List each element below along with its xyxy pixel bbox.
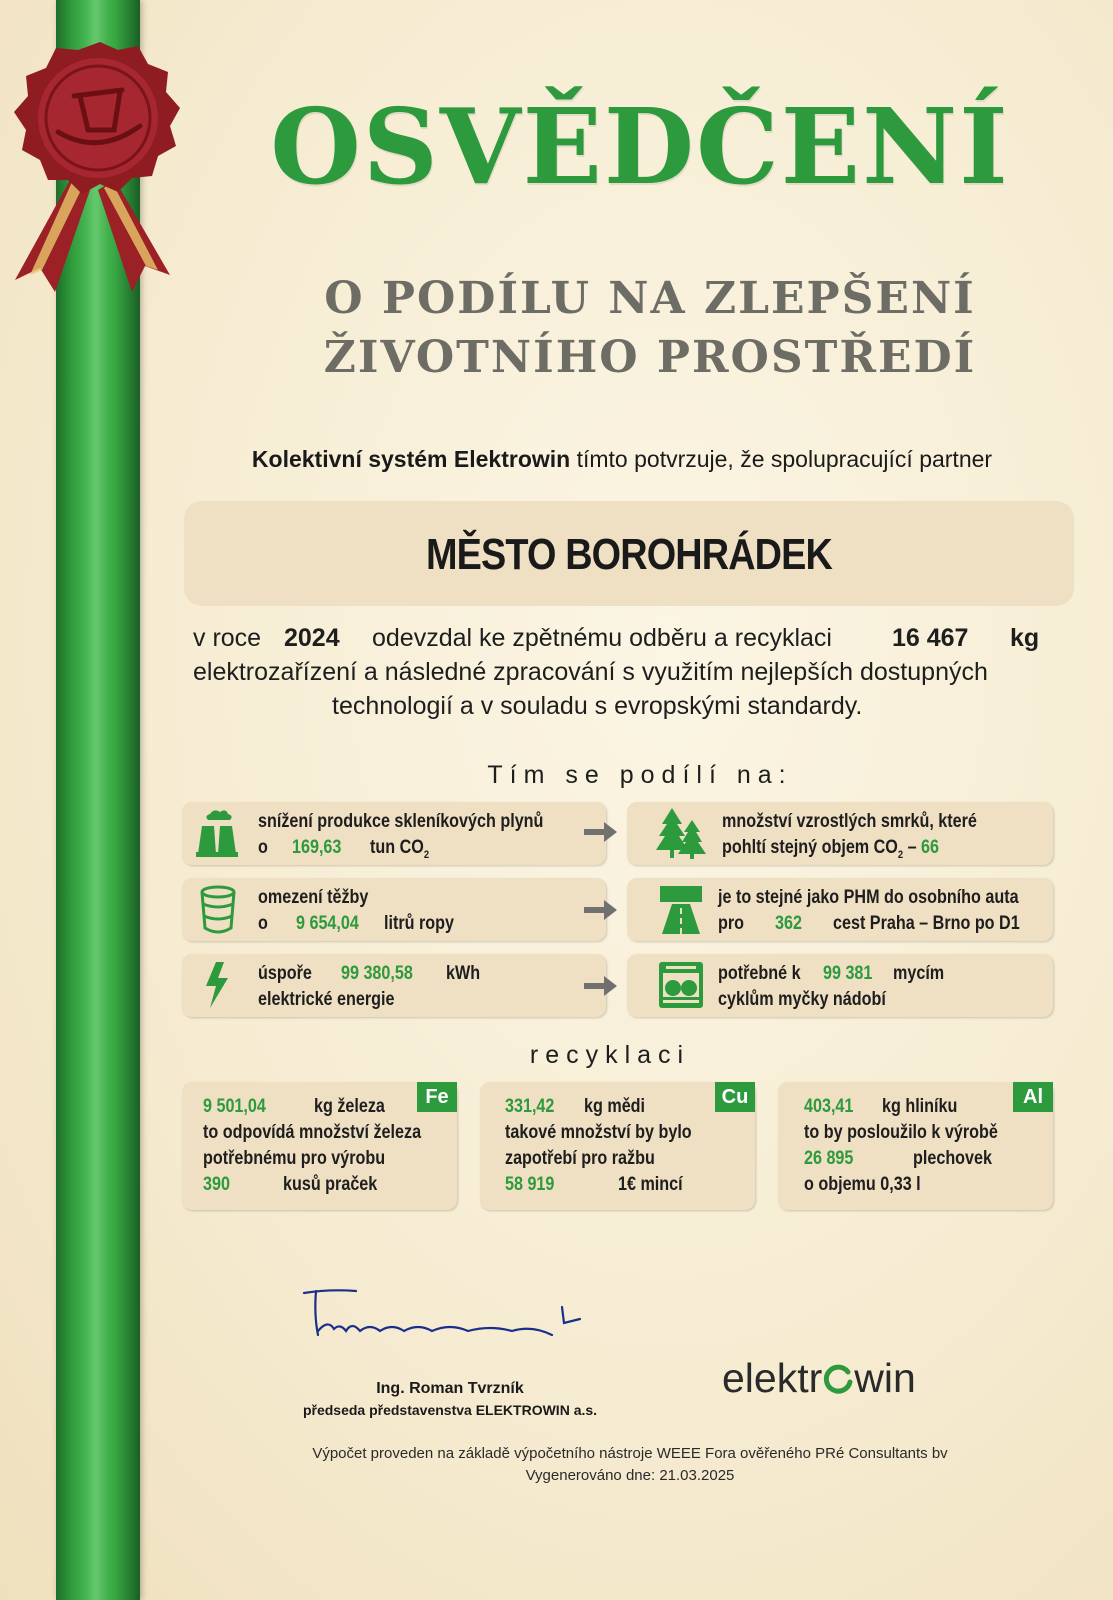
ghg-line1: snížení produkce skleníkových plynů <box>258 811 544 832</box>
elektrowin-logo <box>722 1355 916 1402</box>
trees-value: 66 <box>921 837 940 858</box>
aluminium-line2: to by posloužilo k výrobě <box>804 1122 998 1143</box>
iron-unit: kg železa <box>314 1096 385 1117</box>
trees-line2-text: pohltí stejný objem CO <box>722 837 898 858</box>
copper-tag: Cu <box>715 1082 755 1112</box>
partner-name: MĚSTO BOROHRÁDEK <box>425 530 833 579</box>
logo-o-icon <box>822 1364 854 1396</box>
aluminium-value: 403,41 <box>804 1096 854 1117</box>
fuel-value: 362 <box>775 913 802 934</box>
dish-prefix: potřebné k <box>718 963 801 984</box>
arrow-right-icon <box>584 899 618 921</box>
fuel-prefix: pro <box>718 913 745 934</box>
generated-date: 21.03.2025 <box>659 1467 735 1484</box>
logo-text-part2: win <box>854 1355 916 1401</box>
copper-value: 331,42 <box>505 1096 555 1117</box>
intro-rest: tímto potvrzuje, že spolupracující partner <box>570 446 993 472</box>
factory-icon <box>192 808 240 858</box>
dish-suffix: mycím <box>893 963 945 984</box>
trees-dash: – <box>903 837 922 858</box>
aluminium-tag: Al <box>1013 1082 1053 1112</box>
ghg-unit-text: tun CO <box>370 837 424 858</box>
ghg-prefix: o <box>258 837 268 858</box>
footer-generated <box>180 1467 1080 1484</box>
lightning-icon <box>202 960 232 1012</box>
energy-line2: elektrické energie <box>258 989 395 1010</box>
trees-line2 <box>722 838 939 861</box>
highway-icon <box>658 884 704 936</box>
energy-unit: kWh <box>446 963 481 984</box>
fuel-suffix: cest Praha – Brno po D1 <box>833 913 1020 934</box>
signatory-role: předseda představenstva ELEKTROWIN a.s. <box>302 1402 598 1418</box>
iron-tag: Fe <box>417 1082 457 1112</box>
logo-text-part1: elektr <box>722 1355 823 1401</box>
year-value: 2024 <box>284 624 340 652</box>
iron-line2: to odpovídá množství železa <box>203 1122 422 1143</box>
aluminium-unit: kg hliníku <box>882 1096 958 1117</box>
intro-org: Kolektivní systém Elektrowin <box>251 446 571 472</box>
iron-line3: potřebnému pro výrobu <box>203 1148 386 1169</box>
arrow-right-icon <box>584 975 618 997</box>
statement-prefix: v roce <box>193 624 262 652</box>
statement-amount <box>892 626 968 651</box>
statement-line3: technologií a v souladu s evropskými standardy. <box>332 692 863 720</box>
oil-line1: omezení těžby <box>258 887 369 908</box>
energy-prefix: úspoře <box>258 963 312 984</box>
oil-prefix: o <box>258 913 268 934</box>
dish-line2: cyklům myčky nádobí <box>718 989 886 1010</box>
recycling-heading: recyklaci <box>529 1041 691 1069</box>
signatory-name: Ing. Roman Tvrzník <box>376 1380 524 1397</box>
iron-suffix2: kusů praček <box>283 1174 378 1195</box>
statement-line1 <box>193 626 261 651</box>
ghg-value: 169,63 <box>292 837 342 858</box>
aluminium-value2: 26 895 <box>804 1148 854 1169</box>
copper-suffix2: 1€ mincí <box>618 1174 683 1195</box>
statement-unit <box>1010 626 1039 651</box>
footer-note: Výpočet proveden na základě výpočetního nástroje WEEE Fora ověřeného PRé Consultants bv <box>312 1445 948 1462</box>
oil-barrel-icon <box>198 884 238 936</box>
dishwasher-icon <box>658 961 704 1009</box>
spruce-trees-icon <box>656 806 708 860</box>
certificate-subtitle-line2: ŽIVOTNÍHO PROSTŘEDÍ <box>323 332 977 383</box>
trees-line1: množství vzrostlých smrků, které <box>722 811 977 832</box>
fuel-line1: je to stejné jako PHM do osobního auta <box>718 887 1019 908</box>
aluminium-line4: o objemu 0,33 l <box>804 1174 921 1195</box>
energy-value: 99 380,58 <box>341 963 413 984</box>
statement-year <box>284 626 340 651</box>
signature-image <box>300 1285 600 1355</box>
copper-unit: kg mědi <box>584 1096 646 1117</box>
wax-seal-icon <box>0 30 200 300</box>
trees-line2-subscript: 2 <box>897 848 904 861</box>
certificate-title: OSVĚDČENÍ <box>270 85 1010 208</box>
ghg-unit <box>370 838 429 861</box>
oil-value: 9 654,04 <box>296 913 359 934</box>
amount-value: 16 467 <box>892 624 969 652</box>
statement-middle: odevzdal ke zpětnému odběru a recyklaci <box>372 624 832 652</box>
impact-heading: Tím se podílí na: <box>487 761 793 789</box>
ghg-unit-subscript: 2 <box>423 848 430 861</box>
iron-value2: 390 <box>203 1174 230 1195</box>
certificate-subtitle-line1: O PODÍLU NA ZLEPŠENÍ <box>324 273 976 324</box>
intro-text <box>182 446 1062 473</box>
aluminium-suffix2: plechovek <box>913 1148 992 1169</box>
generated-label: Vygenerováno dne: <box>525 1467 660 1484</box>
copper-value2: 58 919 <box>505 1174 555 1195</box>
amount-unit: kg <box>1010 624 1040 652</box>
dish-value: 99 381 <box>823 963 873 984</box>
arrow-right-icon <box>584 821 618 843</box>
copper-line2: takové množství by bylo <box>505 1122 692 1143</box>
statement-line2: elektrozařízení a následné zpracování s využitím nejlepších dostupných <box>193 658 988 686</box>
copper-line3: zapotřebí pro ražbu <box>505 1148 655 1169</box>
oil-unit: litrů ropy <box>384 913 454 934</box>
iron-value: 9 501,04 <box>203 1096 266 1117</box>
